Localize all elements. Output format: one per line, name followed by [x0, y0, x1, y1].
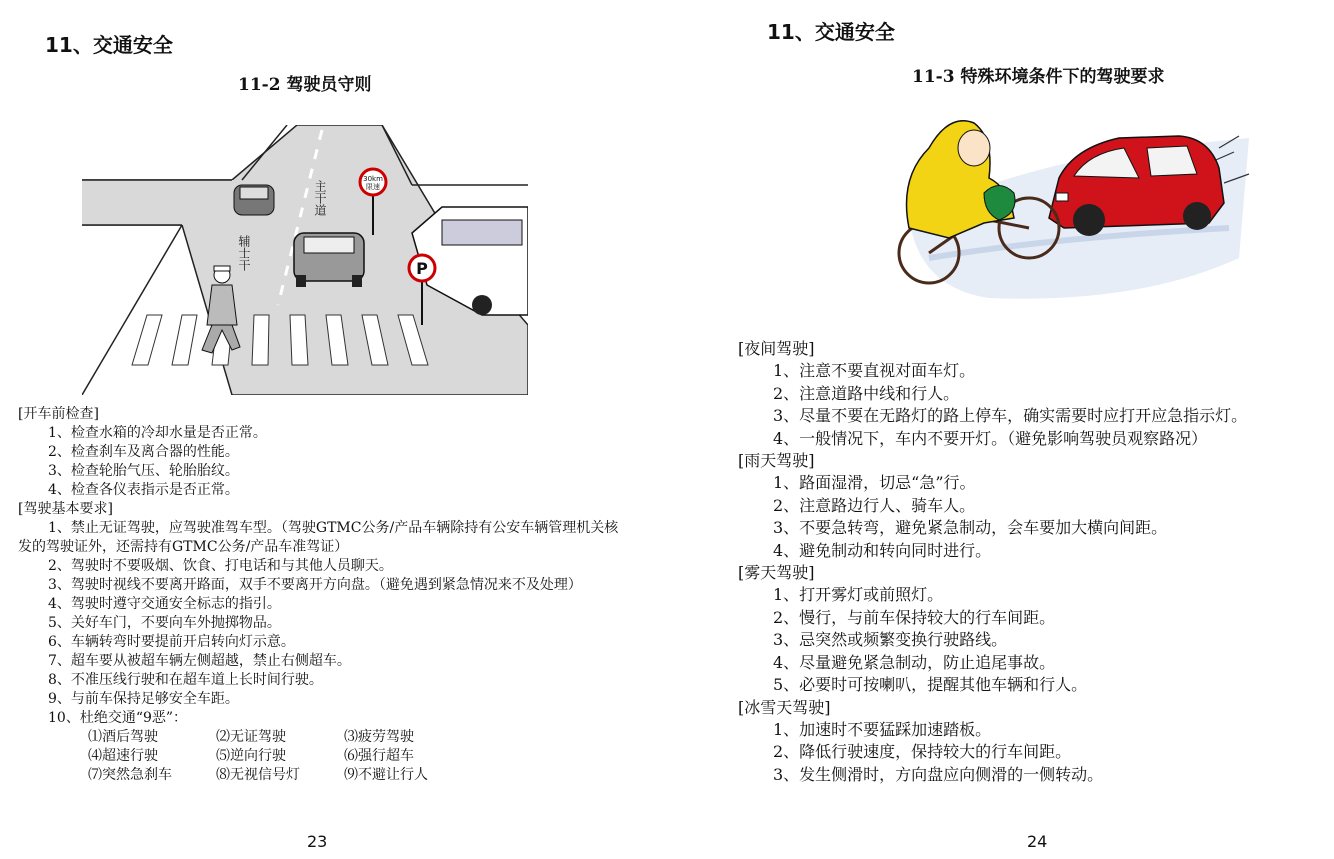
nine-evil-item: ⑺突然急刹车: [88, 767, 172, 783]
cyclist-in-raincoat: [907, 121, 1016, 238]
red-car: [1049, 136, 1224, 236]
list-item: 4、尽量避免紧急制动，防止追尾事故。: [773, 652, 1056, 672]
list-item: 1、路面湿滑，切忌“急”行。: [773, 473, 976, 493]
list-item: 3、忌突然或频繁变换行驶路线。: [773, 630, 1008, 650]
section-title: 11-3 特殊环境条件下的驾驶要求: [912, 67, 1165, 87]
chapter-title: 11、交通安全: [45, 33, 173, 57]
list-item: 3、发生侧滑时，方向盘应向侧滑的一侧转动。: [773, 764, 1104, 784]
svg-text:P: P: [416, 259, 428, 278]
list-item: 1、注意不要直视对面车灯。: [773, 361, 976, 381]
nine-evil-item: ⑵无证驾驶: [216, 729, 286, 745]
front-car: [294, 233, 364, 287]
special-conditions-text: [738, 338, 1328, 786]
list-item: 1、打开雾灯或前照灯。: [773, 585, 944, 605]
list-item: 2、降低行驶速度，保持较大的行车间距。: [773, 742, 1072, 762]
list-item: 3、尽量不要在无路灯的路上停车，确实需要时应打开应急指示灯。: [773, 406, 1248, 426]
driver-rules-text: [18, 405, 628, 785]
list-item: 3、驾驶时视线不要离开路面，双手不要离开方向盘。（避免遇到紧急情况来不及处理）: [48, 577, 582, 593]
section-heading: [雾天驾驶]: [738, 563, 815, 583]
rain-cycling-illustration: [889, 108, 1259, 304]
nine-evil-item: ⑷超速行驶: [88, 748, 158, 764]
nine-evil-item: ⑸逆向行驶: [216, 748, 286, 764]
svg-text:限速: 限速: [366, 183, 380, 191]
section-heading: [开车前检查]: [18, 406, 99, 422]
list-item: 9、与前车保持足够安全车距。: [48, 691, 239, 707]
list-item: 7、超车要从被超车辆左侧超越，禁止右侧超车。: [48, 653, 351, 669]
list-item: 4、检查各仪表指示是否正常。: [48, 482, 239, 498]
list-item: 5、关好车门，不要向车外抛掷物品。: [48, 615, 281, 631]
chapter-title: 11、交通安全: [767, 20, 895, 44]
list-item: 5、必要时可按喇叭，提醒其他车辆和行人。: [773, 675, 1088, 695]
list-item: 4、避免制动和转向同时进行。: [773, 540, 992, 560]
road-label-main: 主干道: [313, 180, 327, 216]
list-item: 6、车辆转弯时要提前开启转向灯示意。: [48, 634, 295, 650]
list-item: 2、检查刹车及离合器的性能。: [48, 444, 239, 460]
nine-evil-item: ⑻无视信号灯: [216, 767, 300, 783]
section-heading: [雨天驾驶]: [738, 451, 815, 471]
page-number: 23: [307, 832, 328, 851]
list-item: 3、检查轮胎气压、轮胎胎纹。: [48, 463, 239, 479]
section-heading: [冰雪天驾驶]: [738, 697, 831, 717]
list-item: 2、注意道路中线和行人。: [773, 383, 960, 403]
page-number: 24: [1027, 832, 1048, 851]
list-item: 2、慢行，与前车保持较大的行车间距。: [773, 607, 1056, 627]
list-item: 1、加速时不要猛踩加速踏板。: [773, 719, 992, 739]
list-item: 2、驾驶时不要吸烟、饮食、打电话和与其他人员聊天。: [48, 558, 393, 574]
list-item: 4、一般情况下，车内不要开灯。（避免影响驾驶员观察路况）: [773, 428, 1208, 448]
distant-car: [234, 185, 274, 215]
road-label-branch: 辅士干: [237, 235, 251, 271]
page-24: [667, 0, 1334, 859]
svg-text:30km: 30km: [363, 175, 383, 183]
nine-evil-item: ⑼不避让行人: [344, 767, 428, 783]
nine-evil-item: ⑴酒后驾驶: [88, 729, 158, 745]
list-item: 1、检查水箱的冷却水量是否正常。: [48, 425, 267, 441]
section-heading: [驾驶基本要求]: [18, 501, 113, 517]
list-item: 8、不准压线行驶和在超车道上长时间行驶。: [48, 672, 323, 688]
crossroad-illustration: [82, 125, 528, 395]
list-item: 3、不要急转弯，避免紧急制动，会车要加大横向间距。: [773, 518, 1168, 538]
nine-evils-grid: [18, 728, 628, 785]
list-item: 10、杜绝交通“9恶”：: [48, 710, 188, 726]
nine-evil-item: ⑹强行超车: [344, 748, 414, 764]
list-item: 4、驾驶时遵守交通安全标志的指引。: [48, 596, 281, 612]
section-title: 11-2 驾驶员守则: [238, 75, 372, 95]
list-item: 1、禁止无证驾驶，应驾驶准驾车型。（驾驶GTMC公务/产品车辆除持有公安车辆管理机关核发的驾驶证外，还需持有GTMC公务/产品车准驾证）: [18, 520, 619, 555]
nine-evil-item: ⑶疲劳驾驶: [344, 729, 414, 745]
list-item: 2、注意路边行人、骑车人。: [773, 495, 976, 515]
section-heading: [夜间驾驶]: [738, 339, 815, 358]
